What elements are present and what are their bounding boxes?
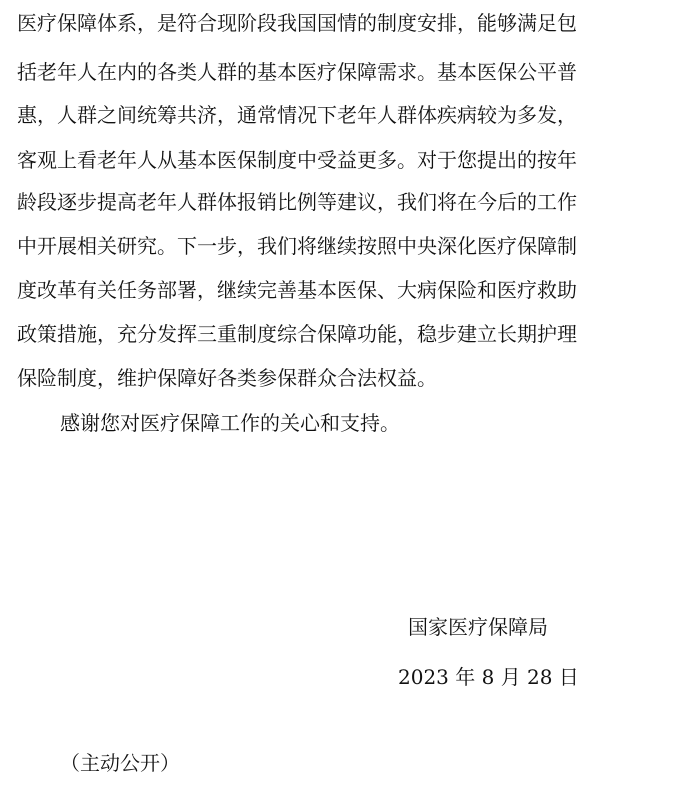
body-line: 括老年人在内的各类人群的基本医疗保障需求。基本医保公平普 [17, 60, 577, 84]
thanks-paragraph: 感谢您对医疗保障工作的关心和支持。 [60, 411, 400, 435]
body-line: 保险制度，维护保障好各类参保群众合法权益。 [17, 366, 437, 390]
body-line: 政策措施，充分发挥三重制度综合保障功能，稳步建立长期护理 [17, 322, 577, 346]
body-line: 中开展相关研究。下一步，我们将继续按照中央深化医疗保障制 [17, 234, 577, 258]
signature-date: 2023 年 8 月 28 日 [398, 665, 579, 689]
disclosure-note: （主动公开） [60, 751, 180, 775]
body-line: 惠，人群之间统筹共济，通常情况下老年人群体疾病较为多发， [17, 103, 577, 127]
body-line: 度改革有关任务部署，继续完善基本医保、大病保险和医疗救助 [17, 278, 577, 302]
body-line: 医疗保障体系，是符合现阶段我国国情的制度安排，能够满足包 [17, 11, 577, 35]
body-line: 龄段逐步提高老年人群体报销比例等建议，我们将在今后的工作 [17, 190, 577, 214]
signature-organization: 国家医疗保障局 [408, 615, 548, 639]
body-line: 客观上看老年人从基本医保制度中受益更多。对于您提出的按年 [17, 148, 577, 172]
